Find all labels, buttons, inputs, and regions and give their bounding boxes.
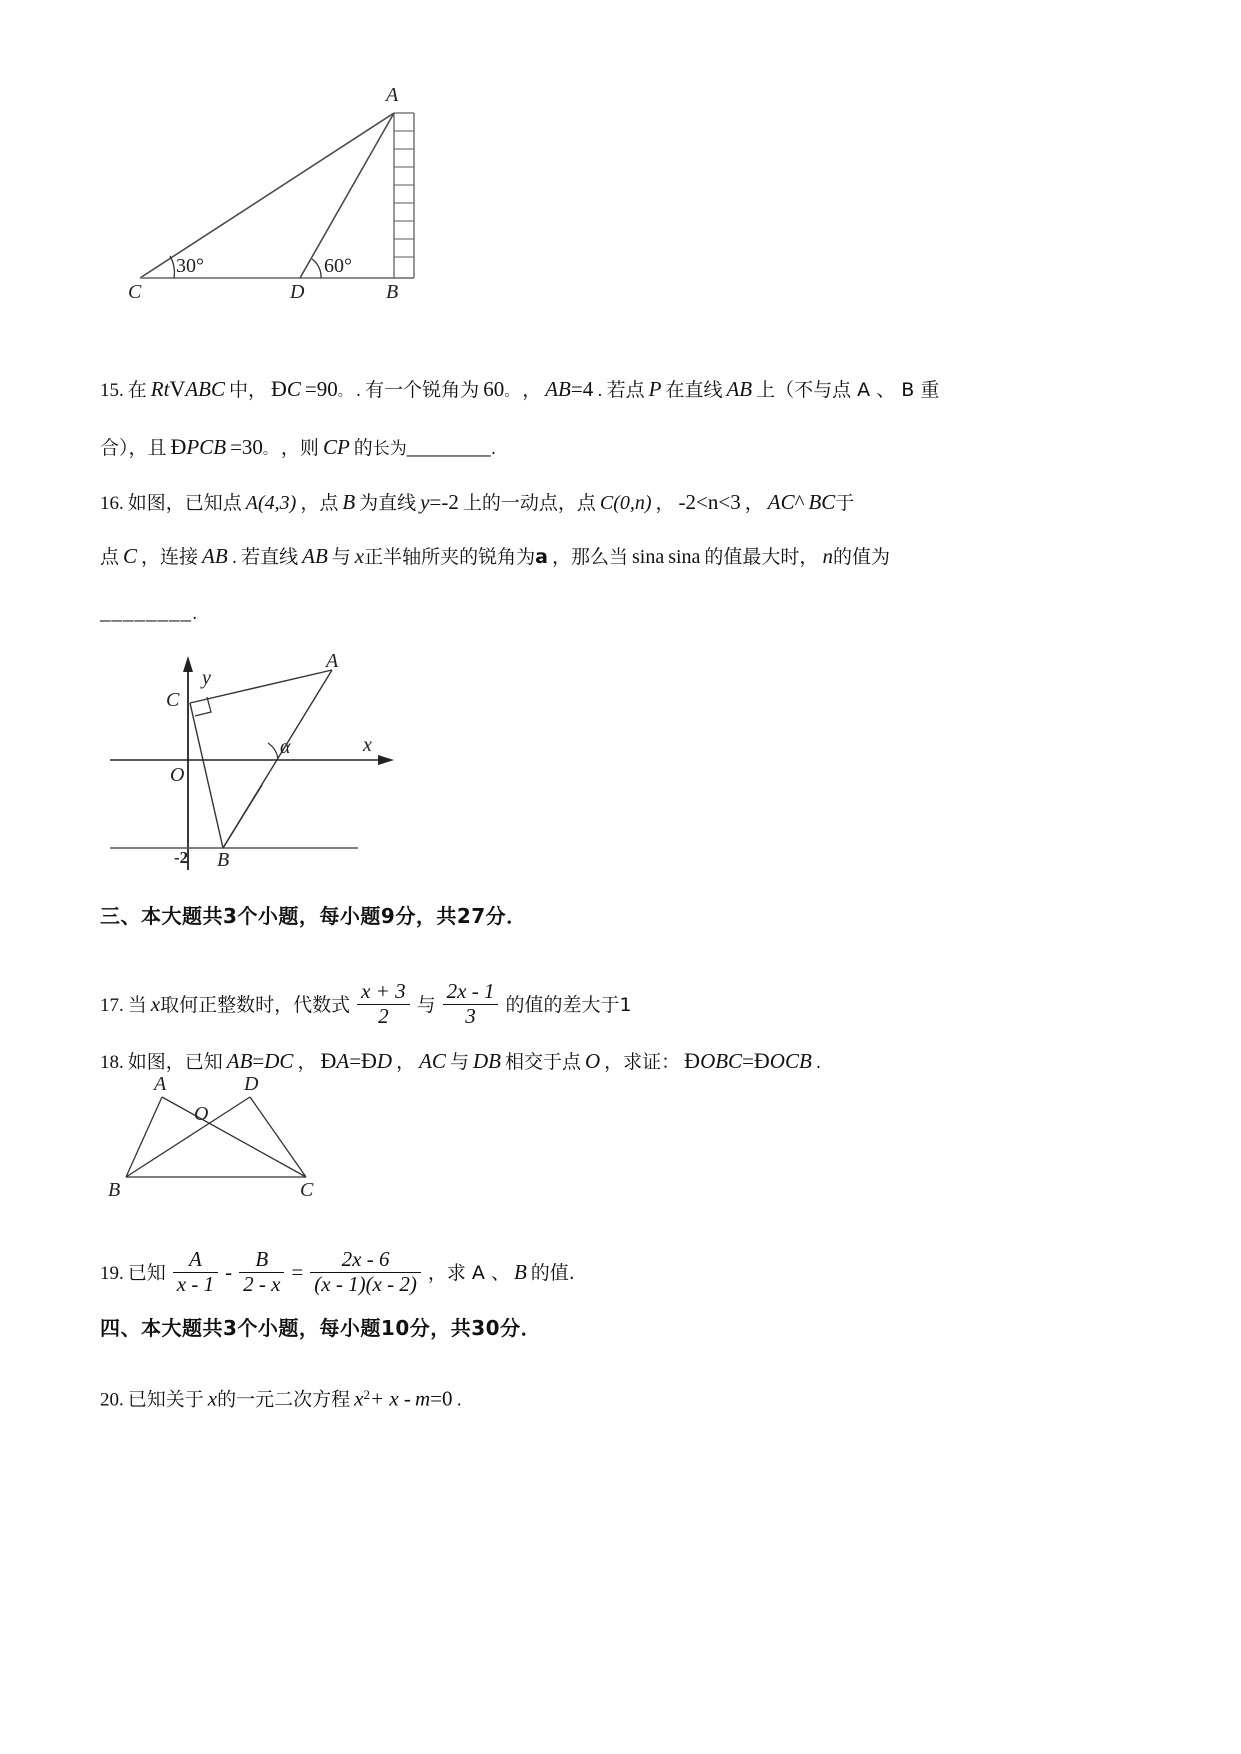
question-18-number: 18.	[100, 1052, 124, 1073]
figure-axis-label-x: x	[363, 734, 372, 756]
question-15-line-2: 合），且 ĐPCB =30。 ，则 CP 的长为________.	[100, 434, 497, 459]
figure-label-C: C	[128, 281, 142, 303]
figure-angle-alpha: α	[280, 736, 291, 758]
figure-label-C: C	[166, 689, 180, 711]
figure-label-D: D	[290, 281, 305, 303]
fraction-x-plus-3-over-2: $\frac{x + 3}{2}$	[357, 980, 410, 1028]
figure-coordinate-triangle	[110, 648, 420, 878]
question-16-number: 16.	[100, 493, 124, 514]
question-16-line-1: 16. 如图，已知点 A(4,3) ，点 B 为直线 y=-2 上的一动点，点 C(0,n) ， -2<n<3 ， AC^ BC于	[100, 490, 855, 514]
figure-label-A: A	[386, 84, 399, 106]
section-heading-four: 四、本大题共3个小题，每小题10分，共30分．	[100, 1316, 542, 1340]
answer-blank-15[interactable]: ________	[406, 435, 491, 459]
question-15-number: 15.	[100, 380, 124, 401]
question-20-number: 20.	[100, 1389, 124, 1411]
figure-angle-60: 60°	[324, 255, 352, 277]
question-17: 17. 当 x取何正整数时，代数式 $\frac{x + 3}{2}$ 与 $\frac{2x - 1}{3}$ 的值的差大于1	[100, 979, 632, 1028]
figure-axis-label-y: y	[202, 667, 211, 689]
figure-right-triangle-30-60	[118, 84, 438, 303]
figure-label-A: A	[326, 650, 339, 672]
figure-label-B: B	[386, 281, 399, 303]
figure-label-A: A	[154, 1073, 167, 1095]
question-17-number: 17.	[100, 994, 124, 1016]
fraction-B-over-2-minus-x: $\frac{B}{2 - x}$	[239, 1248, 284, 1296]
figure-label-origin: O	[170, 764, 185, 786]
question-16-line-3: ________.	[100, 600, 198, 624]
figure-crossed-triangles	[108, 1073, 370, 1201]
figure-label-B: B	[108, 1179, 121, 1201]
question-19: 19. 已知 $\frac{A}{x - 1}$ - $\frac{B}{2 - x}$ = $\frac{2x - 6}{(x - 1)(x - 2)}$ ，求 A 、 B 的值.	[100, 1247, 575, 1296]
question-19-number: 19.	[100, 1262, 124, 1284]
figure-label-O: O	[194, 1103, 209, 1125]
question-16-line-2: 点 C ，连接 AB . 若直线 AB 与 x正半轴所夹的锐角为a ，那么当 sina sina 的值最大时， n的值为	[100, 544, 890, 568]
question-15-line-1: 15. 在 RtVABC 中， ĐC =90。 . 有一个锐角为 60。 ， AB=4 . 若点 P 在直线 AB 上（不与点 A 、 B 重	[100, 376, 940, 401]
figure-tick-minus-2: -2	[174, 848, 189, 867]
figure-label-B: B	[217, 849, 230, 871]
answer-blank-16[interactable]: ________	[100, 600, 192, 624]
fraction-2x-minus-6-over-product: $\frac{2x - 6}{(x - 1)(x - 2)}$	[310, 1248, 421, 1296]
fraction-2x-minus-1-over-3: $\frac{2x - 1}{3}$	[443, 980, 499, 1028]
figure-label-C: C	[300, 1179, 314, 1201]
section-heading-three: 三、本大题共3个小题，每小题9分，共27分．	[100, 904, 527, 928]
figure-label-D: D	[244, 1073, 259, 1095]
figure-angle-30: 30°	[176, 255, 204, 277]
question-20: 20. 已知关于 x的一元二次方程 $x^2+ x - m=0$ .	[100, 1386, 462, 1411]
question-18: 18. 如图，已知 AB=DC ， ĐA=ĐD ， AC 与 DB 相交于点 O ，求证： ĐOBC=ĐOCB .	[100, 1048, 822, 1073]
fraction-A-over-x-minus-1: $\frac{A}{x - 1}$	[173, 1248, 218, 1296]
